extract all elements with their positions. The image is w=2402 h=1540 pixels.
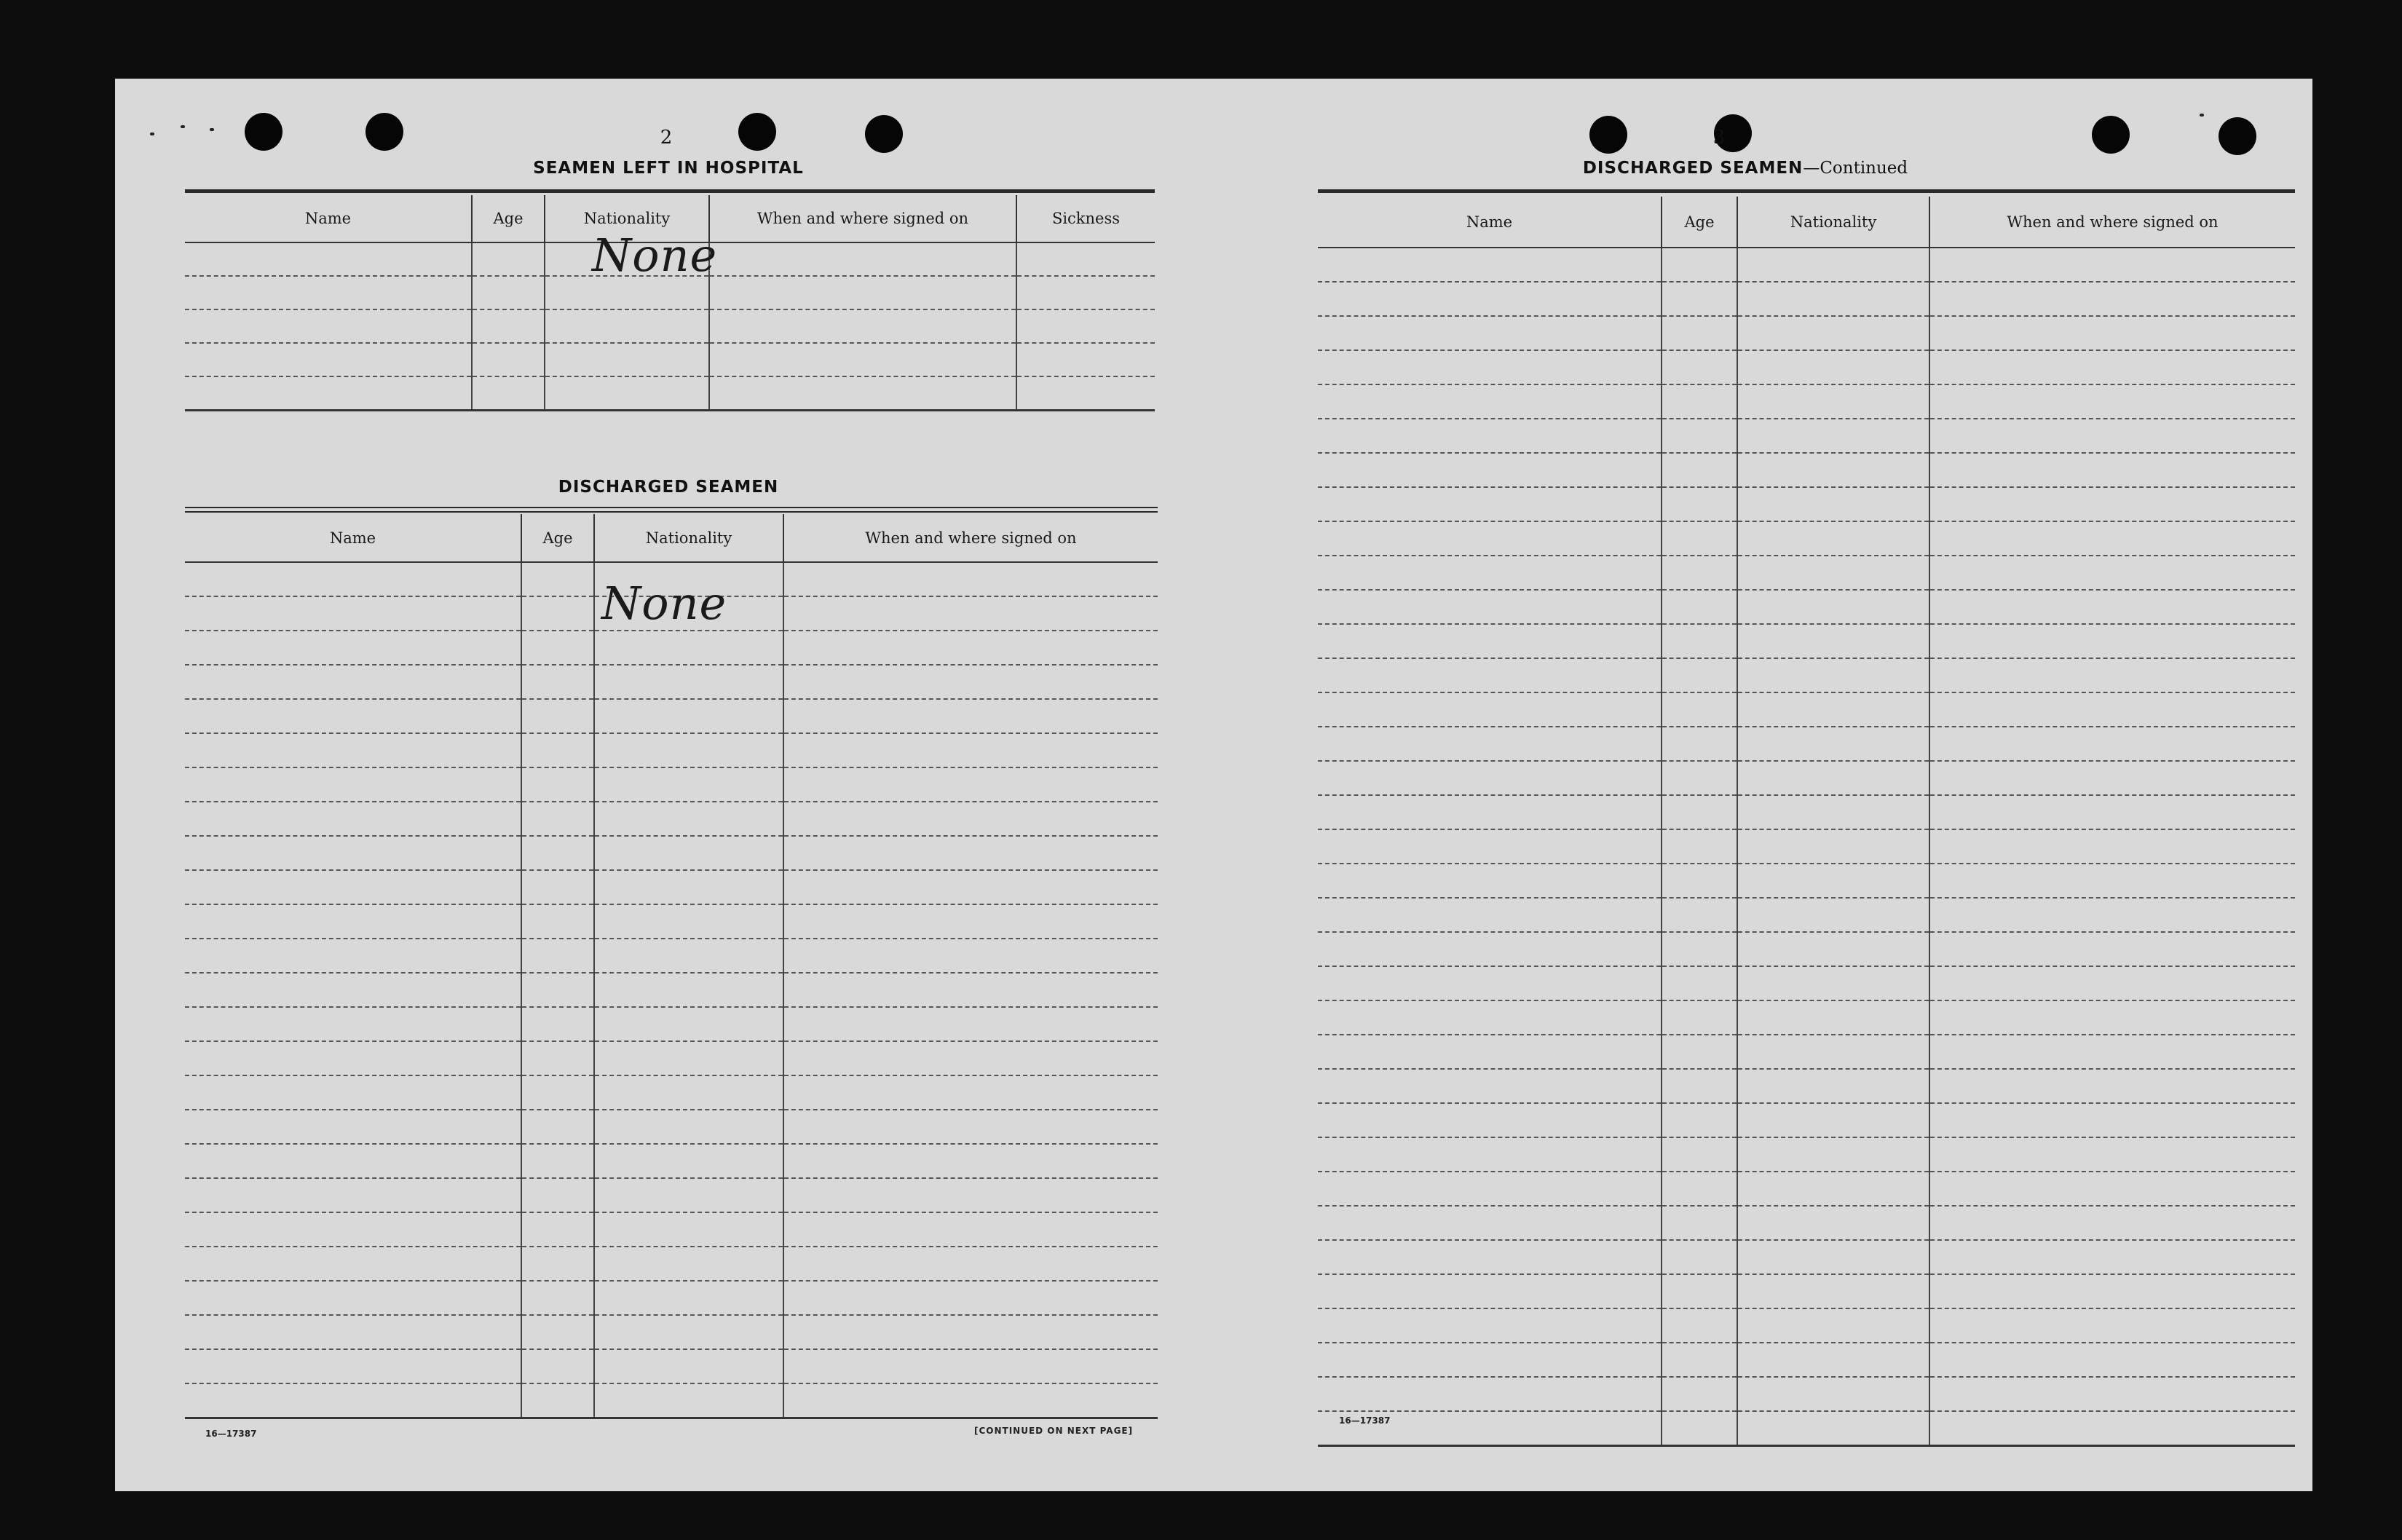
table-row — [1318, 1069, 2295, 1103]
table-row — [1318, 1240, 2295, 1274]
punch-hole — [1589, 116, 1627, 154]
column-header: Nationality — [594, 514, 783, 562]
hospital-table — [185, 195, 1155, 411]
table-row — [185, 1041, 1158, 1075]
table-row — [1318, 1206, 2295, 1240]
table-row — [185, 1281, 1158, 1315]
column-header: Age — [472, 195, 545, 242]
speck — [181, 125, 185, 128]
table-row — [1318, 453, 2295, 487]
table-header-row — [1318, 197, 2295, 248]
table-row — [1318, 1172, 2295, 1206]
table-row — [1318, 384, 2295, 419]
table-row — [1318, 795, 2295, 829]
table-row — [185, 802, 1158, 836]
table-row — [1318, 624, 2295, 658]
table-row — [185, 1110, 1158, 1144]
column-header: When and where signed on — [1929, 197, 2295, 248]
discharged-section-title: DISCHARGED SEAMEN — [558, 478, 779, 497]
page-number: 2 — [660, 127, 673, 149]
speck — [150, 133, 154, 135]
table-top-rule — [185, 511, 1158, 513]
table-row — [185, 733, 1158, 767]
table-row — [185, 343, 1155, 376]
right-page — [1214, 79, 2312, 1491]
punch-hole — [366, 113, 403, 151]
table-row — [185, 1075, 1158, 1110]
hospital-section-title: SEAMEN LEFT IN HOSPITAL — [533, 159, 804, 178]
table-row — [1318, 829, 2295, 864]
punch-hole — [245, 113, 283, 151]
table-row — [185, 767, 1158, 802]
column-header: Nationality — [1737, 197, 1929, 248]
table-row — [1318, 1000, 2295, 1035]
table-row — [1318, 658, 2295, 692]
table-row — [1318, 350, 2295, 384]
table-row — [185, 376, 1155, 410]
table-header-row — [185, 514, 1158, 562]
table-row — [185, 836, 1158, 870]
table-row — [1318, 590, 2295, 624]
document-scan — [115, 79, 2312, 1491]
table-top-rule — [185, 507, 1158, 508]
table-row — [185, 665, 1158, 699]
column-header: Name — [185, 514, 521, 562]
table-row — [185, 1247, 1158, 1281]
table-row — [1318, 282, 2295, 316]
discharged-table-left — [185, 514, 1158, 1419]
table-row — [1318, 966, 2295, 1000]
column-header: Nationality — [545, 195, 709, 242]
continued-note: [CONTINUED ON NEXT PAGE] — [974, 1426, 1134, 1436]
discharged-table-right — [1318, 197, 2295, 1447]
table-row — [1318, 419, 2295, 453]
table-top-rule — [185, 189, 1155, 193]
punch-hole — [865, 115, 903, 153]
table-row — [185, 939, 1158, 973]
table-row — [1318, 521, 2295, 556]
table-row — [1318, 1377, 2295, 1411]
handwritten-entry: None — [592, 229, 718, 282]
discharged-continued-title — [1556, 159, 1935, 178]
form-number: 16—17387 — [205, 1429, 257, 1439]
table-row — [1318, 316, 2295, 350]
table-row — [185, 309, 1155, 343]
table-row — [1318, 248, 2295, 282]
column-header: When and where signed on — [783, 514, 1158, 562]
table-row — [1318, 1343, 2295, 1377]
table-row — [1318, 864, 2295, 898]
table-row — [185, 1178, 1158, 1212]
punch-hole — [2219, 117, 2256, 155]
column-header: Name — [185, 195, 472, 242]
speck — [2200, 114, 2204, 117]
table-row — [1318, 1411, 2295, 1445]
table-row — [185, 973, 1158, 1007]
table-row — [185, 904, 1158, 939]
table-row — [1318, 898, 2295, 932]
title-main: DISCHARGED SEAMEN — [1582, 159, 1804, 178]
table-row — [185, 1007, 1158, 1041]
title-continued: —Continued — [1803, 159, 1908, 178]
punch-hole — [738, 113, 776, 151]
table-row — [1318, 1035, 2295, 1069]
table-row — [185, 1315, 1158, 1349]
table-row — [185, 1144, 1158, 1178]
table-row — [185, 1349, 1158, 1383]
form-number: 16—17387 — [1339, 1415, 1391, 1426]
table-top-rule — [1318, 189, 2295, 193]
table-row — [185, 1383, 1158, 1418]
table-row — [185, 631, 1158, 665]
table-row — [1318, 556, 2295, 590]
column-header: Sickness — [1016, 195, 1155, 242]
table-row — [1318, 932, 2295, 966]
table-row — [1318, 487, 2295, 521]
punch-hole — [2092, 116, 2130, 154]
table-row — [1318, 727, 2295, 761]
table-row — [185, 1212, 1158, 1247]
table-row — [1318, 1103, 2295, 1137]
column-header: Age — [1662, 197, 1737, 248]
handwritten-entry: None — [601, 577, 727, 630]
table-row — [185, 870, 1158, 904]
column-header: Name — [1318, 197, 1662, 248]
left-page — [115, 79, 1214, 1491]
speck — [210, 128, 214, 131]
table-row — [1318, 692, 2295, 727]
table-row — [1318, 1137, 2295, 1172]
table-row — [185, 699, 1158, 733]
column-header: When and where signed on — [709, 195, 1016, 242]
page-number: 3 — [1712, 127, 1726, 149]
table-row — [1318, 1308, 2295, 1343]
table-row — [1318, 761, 2295, 795]
table-row — [1318, 1274, 2295, 1308]
column-header: Age — [521, 514, 594, 562]
